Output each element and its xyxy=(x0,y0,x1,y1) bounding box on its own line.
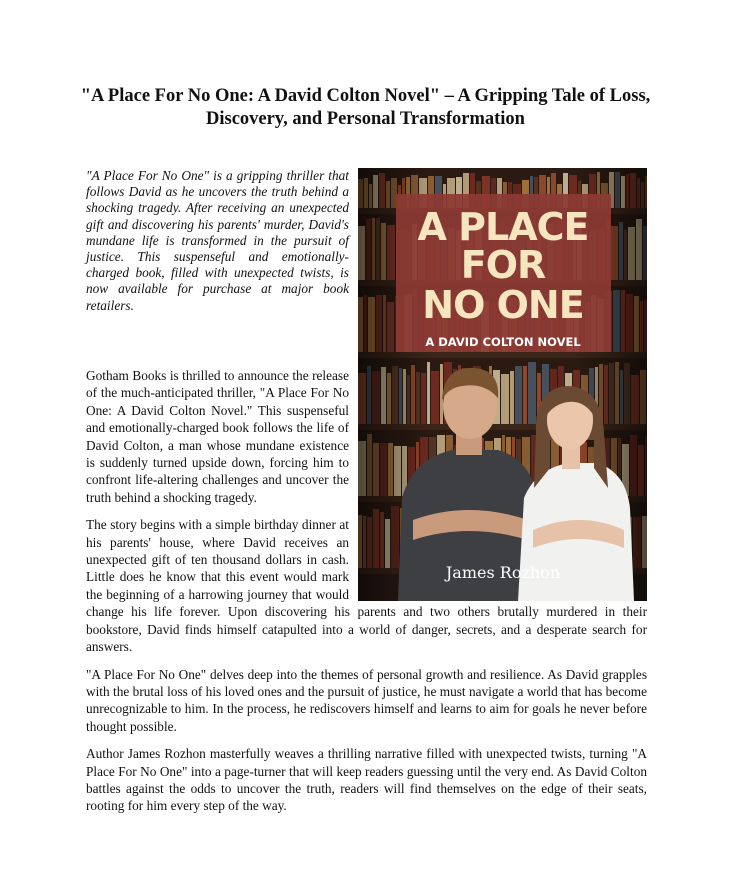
article-title: "A Place For No One: A David Colton Novel" – A Gripping Tale of Loss, Discovery, and Personal Transformation xyxy=(80,86,651,129)
summary-text: "A Place For No One" is a gripping thriller that follows David as he uncovers the truth behind a shocking tragedy. After receiving an unexpected gift and discovering his parents' murder, David's mundane life is transformed in the pursuit of justice. This suspenseful and emotionally-charged book, filled with unexpected twists, is now available for purchase at major book retailers. xyxy=(86,168,349,313)
cover-subtitle: A DAVID COLTON NOVEL xyxy=(425,335,581,349)
cover-author: James Rozhon xyxy=(445,563,561,582)
article-body xyxy=(86,367,647,825)
cover-title-line-2: FOR xyxy=(460,243,546,287)
cover-wrap-spacer xyxy=(349,367,647,602)
body-paragraph-4: Author James Rozhon masterfully weaves a thrilling narrative filled with unexpected twists, turning "A Place For No One" into a page-turner that will keep readers guessing until the very end. As David Colton battles against the odds to uncover the truth, readers will find themselves on the edge of their seats, rooting for him every step of the way. xyxy=(86,746,647,814)
cover-title-line-3: NO ONE xyxy=(422,283,584,327)
body-paragraph-3: "A Place For No One" delves deep into the themes of personal growth and resilience. As David grapples with the brutal loss of his loved ones and the pursuit of justice, he must navigate a world that has become unrecognizable to him. In the process, he rediscovers himself and learns to aim for goals he never before thought possible. xyxy=(86,666,647,734)
body-paragraph-2: The story begins with a simple birthday dinner at his parents' house, where David receives an unexpected gift of ten thousand dollars in cash. Little does he know that this event would mark the beginning of a harrowing journey that would change his life forever. Upon discovering his parents and two others brutally murdered in their bookstore, David finds himself catapulted into a world of danger, secrets, and a desperate search for answers. xyxy=(86,517,647,655)
cover-title-line-1: A PLACE xyxy=(417,205,589,249)
body-paragraph-1: Gotham Books is thrilled to announce the release of the much-anticipated thriller, "A Place For No One: A David Colton Novel." This suspenseful and emotionally-charged book follows the life of David Colton, a man whose mundane existence is suddenly turned upside down, forcing him to confront life-altering challenges and uncover the truth behind a shocking tragedy. xyxy=(86,368,349,505)
